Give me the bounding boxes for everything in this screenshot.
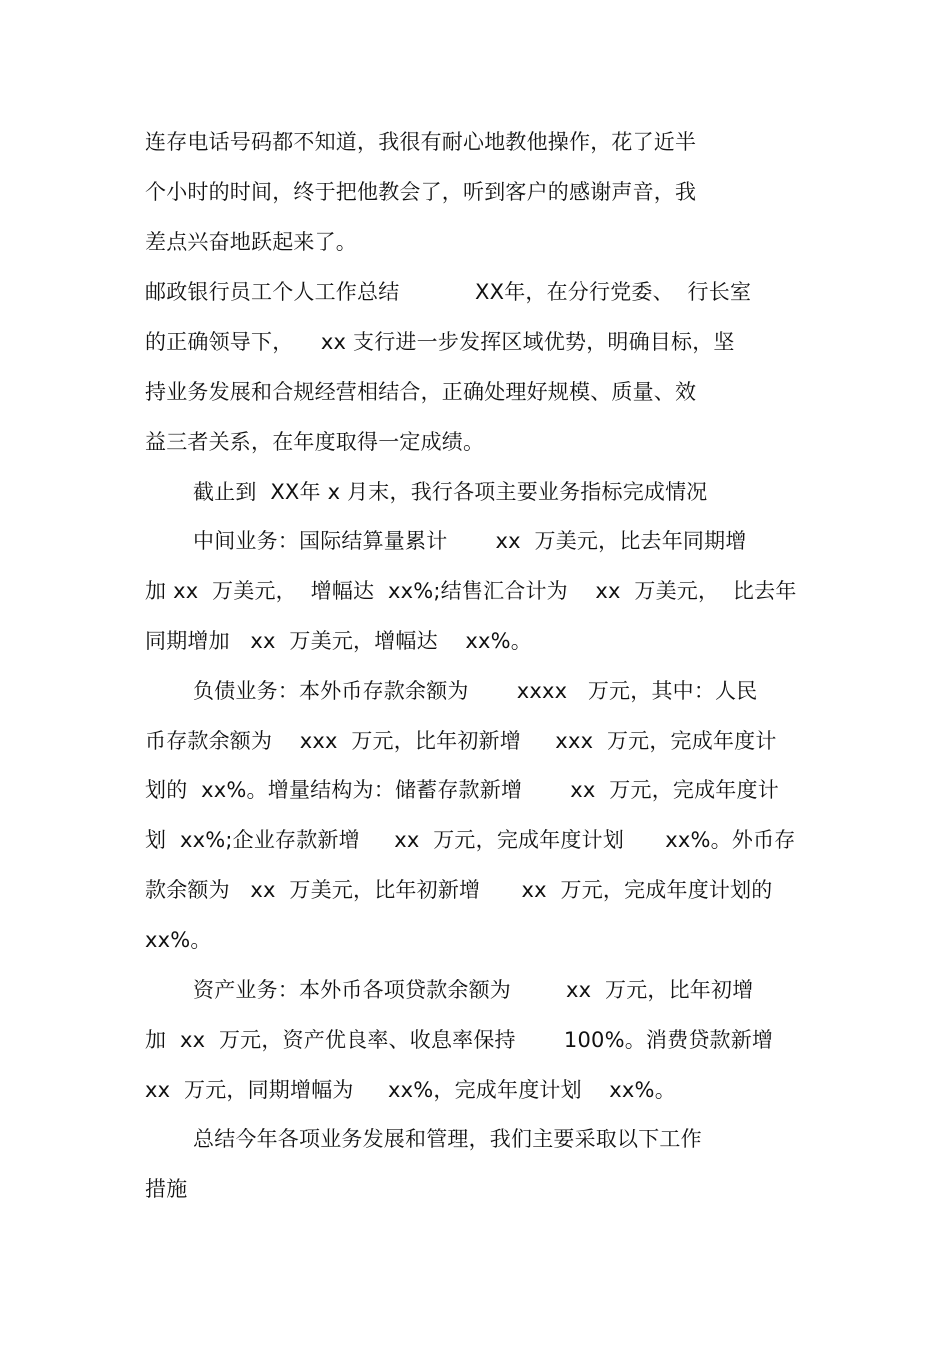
- text-line: 措施: [145, 1177, 188, 1201]
- section-heading-line: 邮政银行员工个人工作总结 XX年，在分行党委、 行长室: [145, 280, 752, 304]
- text-line: 持业务发展和合规经营相结合，正确处理好规模、质量、效: [145, 380, 697, 404]
- paragraph-line: 中间业务：国际结算量累计 xx 万美元，比去年同期增: [193, 529, 747, 553]
- text-line: 差点兴奋地跃起来了。: [145, 230, 357, 254]
- text-line: 加 xx 万美元， 增幅达 xx%;结售汇合计为 xx 万美元， 比去年: [145, 579, 797, 603]
- text-line: 划的 xx%。增量结构为：储蓄存款新增 xx 万元，完成年度计: [145, 778, 779, 802]
- text-line: 益三者关系，在年度取得一定成绩。: [145, 430, 485, 454]
- text-line: 个小时的时间，终于把他教会了，听到客户的感谢声音，我: [145, 180, 697, 204]
- text-line: 同期增加 xx 万美元，增幅达 xx%。: [145, 629, 532, 653]
- paragraph-line: 资产业务：本外币各项贷款余额为 xx 万元，比年初增: [193, 978, 754, 1002]
- paragraph-line: 总结今年各项业务发展和管理，我们主要采取以下工作: [193, 1127, 702, 1151]
- text-line: 的正确领导下， xx 支行进一步发挥区域优势，明确目标，坚: [145, 330, 735, 354]
- text-line: 加 xx 万元，资产优良率、收息率保持 100%。消费贷款新增: [145, 1028, 774, 1052]
- text-line: 连存电话号码都不知道，我很有耐心地教他操作，花了近半: [145, 130, 697, 154]
- text-line: 划 xx%;企业存款新增 xx 万元，完成年度计划 xx%。外币存: [145, 828, 796, 852]
- paragraph-line: 负债业务：本外币存款余额为 xxxx 万元，其中：人民: [193, 679, 758, 703]
- paragraph-line: 截止到 XX年 x 月末，我行各项主要业务指标完成情况: [193, 480, 708, 504]
- text-line: xx 万元，同期增幅为 xx%，完成年度计划 xx%。: [145, 1078, 676, 1102]
- text-line: xx%。: [145, 928, 212, 952]
- text-line: 款余额为 xx 万美元，比年初新增 xx 万元，完成年度计划的: [145, 878, 773, 902]
- text-line: 币存款余额为 xxx 万元，比年初新增 xxx 万元，完成年度计: [145, 729, 777, 753]
